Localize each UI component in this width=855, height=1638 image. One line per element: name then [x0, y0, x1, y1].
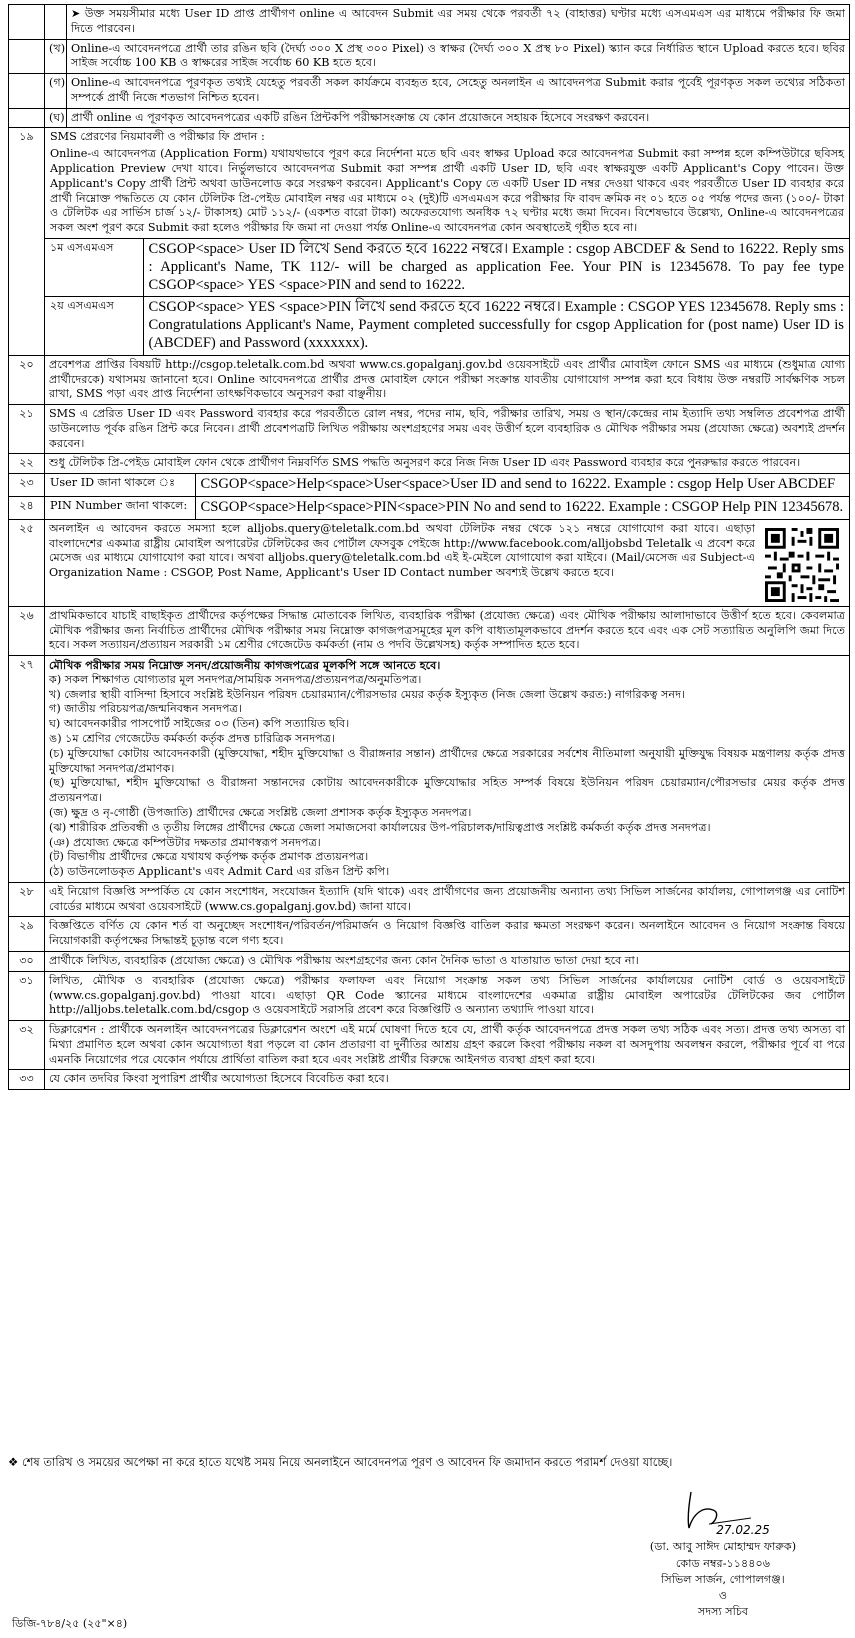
row-number: ২১ — [9, 405, 45, 454]
row-25 — [9, 519, 850, 606]
signatory-title: সিভিল সার্জন, গোপালগঞ্জ। — [661, 1572, 785, 1586]
list-item: ঙ) ১ম শ্রেণির গেজেটেড কর্মকর্তা কর্তৃক প্রদত্ত চারিত্রিক সনদপত্র। — [49, 732, 335, 746]
list-item: (ট) বিভাগীয় প্রার্থীদের ক্ষেত্রে যথাযথ কর্তৃপক্ষ কর্তৃক প্রমাণক প্রত্যয়নপত্র। — [49, 850, 369, 864]
row-29 — [9, 917, 850, 952]
row-24 — [9, 496, 850, 519]
row-text: শুধু টেলিটক প্রি-পেইড মোবাইল ফোন থেকে প্রার্থীগণ নিম্নবর্ণিত SMS পদ্ধতি অনুসরণ করে নিজ নিজ User ID এবং Password ব্যবহার করে পুনরুদ্ধার করতে পারবেন। — [45, 454, 850, 474]
signatory-role: সদস্য সচিব — [697, 1605, 749, 1619]
sms-body: Online-এ আবেদনপত্র (Application Form) যথাযথভাবে পূরণ করে নির্দেশনা মতে ছবি এবং স্বাক্ষর Upload করে আবেদনপত্র Submit করা সম্পন্ন হলে কম্পিউটারে ছবিসহ Application Preview দেখা যাবে। নির্ভুলভাবে আবেদনপত্র Submit করা সম্পন্ন প্রার্থী একটি User ID, ছবি এবং স্বাক্ষরযুক্ত একটি Applicant's Copy পাবেন। উক্ত Applicant's Copy প্রার্থী প্রিন্ট অথবা ডাউনলোড করে সংরক্ষণ করবেন। Applicant's Copy তে একটি User ID নম্বর দেওয়া থাকবে এবং পরবর্তীতে User ID ব্যবহার করে প্রার্থী নিম্নোক্ত পদ্ধতিতে যে কোন টেলিটক প্রি-পেইড মোবাইল নম্বর এর মাধ্যমে ০২ (দুই)টি এসএমএস করে পরীক্ষার ফি বাবদ ক্রমিক নং ০১ হতে ০৫ পর্যন্ত পদের জন্য (১০০/- টাকা ও টেলিটক এর সার্ভিস চার্জ ১২/- টাকাসহ) মোট ১১২/- (একশত বারো টাকা) অফেরতযোগ্য অনধিক ৭২ ঘণ্টার মধ্যে জমা দিবেন। বিশেষভাবে উল্লেখ্য, Online-এ আবেদনপত্রের সকল অংশ পূরণ করে Submit করা হলেও পরীক্ষার ফি জমা না দেওয়া পর্যন্ত Online-এ আবেদনপত্র কোন অবস্থাতেই গৃহীত হবে না। — [50, 147, 844, 235]
list-item: ঘ) আবেদনকারীর পাসপোর্ট সাইজের ০৩ (তিন) কপি সত্যায়িত ছবি। — [49, 717, 350, 731]
row-text: লিখিত, মৌখিক ও ব্যবহারিক (প্রযোজ্য ক্ষেত্রে) পরীক্ষার ফলাফল এবং নিয়োগ সংক্রান্ত সকল তথ্য সিভিল সার্জনের কার্যালয়ের নোটিশ বোর্ড ও ওয়েবসাইটে (www.cs.gopalganj.gov.bd) পাওয়া যাবে। এছাড়া QR Code স্ক্যানের মাধ্যমে বাংলাদেশের একমাত্র রাষ্ট্রীয় মোবাইল অপারেটর টেলিটকের জব পোর্টাল http://alljobs.teletalk.com.bd/csgop ও ওয়েবসাইটে সরাসরি প্রবেশ করে বিজ্ঞপ্তিটি ও অন্যান্য তথ্যাদি পাওয়া যাবে। — [45, 971, 850, 1020]
row-number: ২৭ — [9, 656, 45, 883]
row-number: ২৮ — [9, 882, 45, 917]
row-32 — [9, 1021, 850, 1070]
signature-block — [598, 1484, 848, 1621]
row-number: ৩৩ — [9, 1070, 45, 1090]
row-number: ২৯ — [9, 917, 45, 952]
gha-label: (ঘ) — [45, 108, 67, 128]
list-item: (ঝ) শারীরিক প্রতিবন্ধী ও তৃতীয় লিঙ্গের প্রার্থীদের ক্ষেত্রে জেলা সমাজসেবা কার্যালয়ের উপ-পরিচালক/দায়িত্বপ্রাপ্ত সংশ্লিষ্ট কর্মকর্তা কর্তৃক প্রদত্ত সনদপত্র। — [49, 820, 711, 834]
list-item: (ঠ) ডাউনলোডকৃত Applicant's এবং Admit Card এর রঙিন প্রিন্ট কপি। — [49, 865, 390, 879]
document-code: ডিজি-৭৮৪/২৫ (২৫"×৪) — [12, 1617, 128, 1630]
row-text: বিজ্ঞপ্তিতে বর্ণিত যে কোন শর্ত বা অনুচ্ছেদ সংশোধন/পরিবর্তন/পরিমার্জন ও নিয়োগ বিজ্ঞপ্তি বাতিল করার ক্ষমতা সংরক্ষণ করেন। অনলাইনে আবেদন ও নিয়োগ সংক্রান্ত বিষয়ে নিয়োগকারী কর্তৃপক্ষের সিদ্ধান্তই চূড়ান্ত বলে গণ্য হবে। — [45, 917, 850, 952]
row-26 — [9, 606, 850, 655]
gha-text: প্রার্থী online এ পূরণকৃত আবেদনপত্রের একটি রঙিন প্রিন্টকপি পরীক্ষাসংক্রান্ত যে কোন প্রয়োজনে সহায়ক হিসেবে সংরক্ষণ করবেন। — [67, 108, 850, 128]
sms2-text: CSGOP<space> YES <space>PIN লিখে send করতে হবে 16222 নম্বরে। Example : CSGOP YES 12345678. Reply sms : Congratulations Applicant's Name, Payment completed successfully for csgop Application for (post name) User ID is (ABCDEF) and Password (xxxxxxx). — [143, 297, 849, 355]
row-text: ডিক্লারেশন : প্রার্থীকে অনলাইন আবেদনপত্রের ডিক্লারেশন অংশে এই মর্মে ঘোষণা দিতে হবে যে, প্রার্থী কর্তৃক আবেদনপত্রে প্রদত্ত সকল তথ্য সঠিক এবং সত্য। প্রদত্ত তথ্য অসত্য বা মিথ্যা প্রমাণিত হলে অথবা কোন অযোগ্যতা ধরা পড়লে বা কোন প্রতারণা বা দুর্নীতির আশ্রয় গ্রহণ করলে কিংবা পরীক্ষায় নকল বা অসদুপায় অবলম্বন করলে, পরীক্ষার পূর্বে বা পরে এমনকি নিয়োগের পরে যেকোন পর্যায়ে প্রার্থিতা বাতিল করা হবে এবং সংশ্লিষ্ট প্রার্থীর বিরুদ্ধে আইনগত ব্যবস্থা গ্রহণ করা হবে। — [45, 1021, 850, 1070]
row-number: ২২ — [9, 454, 45, 474]
list-item: ক) সকল শিক্ষাগত যোগ্যতার মূল সনদপত্র/সাময়িক সনদপত্র/প্রত্যয়নপত্র/অনুমতিপত্র। — [49, 672, 422, 686]
list-item: (জ) ক্ষুদ্র ও নৃ-গোষ্ঠী (উপজাতি) প্রার্থীদের ক্ষেত্রে সংশ্লিষ্ট জেলা প্রশাসক কর্তৃক ইস্যুকৃত সনদপত্র। — [49, 805, 472, 819]
documents-list — [49, 673, 845, 880]
row-number: ২০ — [9, 355, 45, 404]
row-top-bullet — [9, 5, 850, 40]
row-number: ৩০ — [9, 951, 45, 971]
signatory-and: ও — [718, 1589, 728, 1603]
row-number: ২৩ — [9, 474, 45, 497]
row-text: যে কোন তদবির কিংবা সুপারিশ প্রার্থীর অযোগ্যতা হিসেবে বিবেচিত করা হবে। — [45, 1070, 850, 1090]
advisory-note: ❖ শেষ তারিখ ও সময়ের অপেক্ষা না করে হাতে যথেষ্ট সময় নিয়ে অনলাইনে আবেদনপত্র পূরণ ও আবেদন ফি জমাদান করতে পরামর্শ দেওয়া যাচ্ছে। — [8, 1455, 673, 1469]
row-text: অনলাইন এ আবেদন করতে সমস্যা হলে alljobs.query@teletalk.com.bd অথবা টেলিটক নম্বর থেকে ১২১ নম্বরে যোগাযোগ করা যাবে। এছাড়া বাংলাদেশের একমাত্র রাষ্ট্রীয় মোবাইল অপারেটর টেলিটকের জব পোর্টাল ফেসবুক পেইজে http://www.facebook.com/alljobsbd Teletalk এ প্রবেশ করে মেসেজ এর মাধ্যমে যোগাযোগ করা যাবে। অথবা alljobs.query@teletalk.com.bd এই ই-মেইলে যোগাযোগ করা যাইবে। (Mail/মেসেজ এর Subject-এ Organization Name : CSGOP, Post Name, Applicant's User ID Contact number অবশ্যই উল্লেখ করতে হবে। — [49, 521, 755, 580]
signature-date: 27.02.25 — [716, 1523, 770, 1537]
row-number: ১৯ — [9, 128, 45, 355]
recovery-label: User ID জানা থাকলে ঃ — [45, 474, 195, 496]
ga-text: Online-এ আবেদনপত্রে পূরণকৃত তথ্যই যেহেতু পরবর্তী সকল কার্যক্রমে ব্যবহৃত হবে, সেহেতু অনলাইন এ আবেদনপত্র Submit করার পূর্বেই পূরণকৃত সকল তথ্যের সঠিকতা সম্পর্কে প্রার্থী নিজে শতভাগ নিশ্চিত হবেন। — [67, 74, 850, 109]
bullet-text: ➤ উক্ত সময়সীমার মধ্যে User ID প্রাপ্ত প্রার্থীগণ online এ আবেদন Submit এর সময় থেকে পরবর্তী ৭২ (বাহাত্তর) ঘণ্টার মধ্যে এসএমএস এর মাধ্যমে পরীক্ষার ফি জমা দিতে পারবেন। — [67, 5, 850, 40]
ga-label: (গ) — [45, 74, 67, 109]
qr-code-icon — [765, 528, 839, 602]
row-text: প্রার্থীকে লিখিত, ব্যবহারিক (প্রযোজ্য ক্ষেত্রে) ও মৌখিক পরীক্ষায় অংশগ্রহণের জন্য কোন দৈনিক ভাতা ও যাতায়াত ভাতা দেয়া হবে না। — [45, 951, 850, 971]
row-kha — [9, 39, 850, 74]
sms2-label: ২য় এসএমএস — [45, 297, 143, 355]
row-number: ২৫ — [9, 519, 45, 606]
row-33 — [9, 1070, 850, 1090]
row-28 — [9, 882, 850, 917]
list-item: গ) জাতীয় পরিচয়পত্র/জন্মনিবন্ধন সনদপত্র। — [49, 702, 242, 716]
row-31 — [9, 971, 850, 1020]
sms-heading: SMS প্রেরণের নিয়মাবলী ও পরীক্ষার ফি প্রদান : — [50, 130, 265, 144]
kha-text: Online-এ আবেদনপত্রে প্রার্থী তার রঙিন ছবি (দৈর্ঘ্য ৩০০ X প্রস্থ ৩০০ Pixel) ও স্বাক্ষর (দৈর্ঘ্য ৩০০ X প্রস্থ ৮০ Pixel) স্ক্যান করে নির্ধারিত স্থানে Upload করতে হবে। ছবির সাইজ সর্বোচ্চ 100 KB ও স্বাক্ষরের সাইজ সর্বোচ্চ 60 KB হতে হবে। — [67, 39, 850, 74]
list-item: (চ) মুক্তিযোদ্ধা কোটায় আবেদনকারী (মুক্তিযোদ্ধা, শহীদ মুক্তিযোদ্ধা ও বীরাঙ্গনার সন্তান) প্রার্থীদের ক্ষেত্রে সরকারের সর্বশেষ নীতিমালা অনুযায়ী মুক্তিযুদ্ধ বিষয়ক মন্ত্রণালয় কর্তৃক প্রদত্ত মুক্তিযোদ্ধা সনদপত্র/প্রমাণক। — [49, 746, 845, 775]
row-27 — [9, 656, 850, 883]
list-item: খ) জেলার স্থায়ী বাসিন্দা হিসাবে সংশ্লিষ্ট ইউনিয়ন পরিষদ চেয়ারম্যান/পৌরসভার মেয়র কর্তৃক ইস্যুকৃত (নিজ জেলা উল্লেখ করত:) নাগরিকত্ব সনদ। — [49, 687, 685, 701]
sms1-label: ১ম এসএমএস — [45, 238, 143, 296]
row-number: ৩১ — [9, 971, 45, 1020]
row-text: SMS এ প্রেরিত User ID এবং Password ব্যবহার করে পরবর্তীতে রোল নম্বর, পদের নাম, ছবি, পরীক্ষার তারিখ, সময় ও স্থান/কেন্দ্রের নাম ইত্যাদি তথ্য সম্বলিত প্রবেশপত্র প্রার্থী ডাউনলোড পূর্বক রঙিন প্রিন্ট করে নিবেন। প্রার্থী প্রবেশপত্রটি লিখিত পরীক্ষায় অংশগ্রহণের সময় এবং উত্তীর্ণ হলে ব্যবহারিক ও মৌখিক পরীক্ষার সময় (প্রযোজ্য ক্ষেত্রে) অবশ্যই প্রদর্শন করবেন। — [45, 405, 850, 454]
kha-label: (খ) — [45, 39, 67, 74]
list-item: (ঞ) প্রযোজ্য ক্ষেত্রে কম্পিউটার দক্ষতার প্রমাণস্বরূপ সনদপত্র। — [49, 835, 321, 849]
row-number: ৩২ — [9, 1021, 45, 1070]
recovery-text: CSGOP<space>Help<space>User<space>User ID and send to 16222. Example : csgop Help User ABCDEF — [200, 476, 836, 493]
recovery-label: PIN Number জানা থাকলে: — [45, 497, 195, 519]
row-22 — [9, 454, 850, 474]
list-item: (ছ) মুক্তিযোদ্ধা, শহীদ মুক্তিযোদ্ধা ও বীরাঙ্গনা সন্তানদের কোটায় আবেদনকারীকে মুক্তিযোদ্ধার সহিত সম্পর্ক বিষয়ে ইউনিয়ন পরিষদ চেয়ারম্যান/পৌরসভার মেয়র কর্তৃক প্রদত্ত প্রত্যয়নপত্র। — [49, 776, 845, 805]
row-30 — [9, 951, 850, 971]
row-number: ২৬ — [9, 606, 45, 655]
row-text: প্রবেশপত্র প্রাপ্তির বিষয়টি http://csgop.teletalk.com.bd অথবা www.cs.gopalganj.gov.bd ওয়েবসাইটে এবং প্রার্থীর মোবাইল ফোনে SMS এর মাধ্যমে (শুধুমাত্র যোগ্য প্রার্থীদেরকে) যথাসময় জানানো হবে। Online আবেদনপত্রে প্রার্থীর প্রদত্ত মোবাইল ফোনে পরীক্ষা সংক্রান্ত যাবতীয় যোগাযোগ সম্পন্ন করা হবে বিধায় উক্ত নম্বরটি সার্বক্ষণিক সচল রাখা, SMS পড়া এবং প্রাপ্ত নির্দেশনা তাৎক্ষণিকভাবে অনুসরণ করা বাঞ্ছনীয়। — [45, 355, 850, 404]
row-20 — [9, 355, 850, 404]
row-gha — [9, 108, 850, 128]
row-21 — [9, 405, 850, 454]
recovery-text: CSGOP<space>Help<space>PIN<space>PIN No and send to 16222. Example : CSGOP Help PIN 12345678. — [200, 498, 844, 515]
row-text: এই নিয়োগ বিজ্ঞপ্তি সম্পর্কিত যে কোন সংশোধন, সংযোজন ইত্যাদি (যদি থাকে) এবং প্রার্থীগণের জন্য প্রয়োজনীয় অন্যান্য তথ্য সিভিল সার্জনের কার্যালয়, গোপালগঞ্জ এর নোটিশ বোর্ডের মাধ্যমে অথবা ওয়েবসাইটে (www.cs.gopalganj.gov.bd) জানা যাবে। — [45, 882, 850, 917]
sms-table — [45, 238, 849, 355]
row-23 — [9, 474, 850, 497]
signatory-code: কোড নম্বর-১১৪৪০৬ — [675, 1556, 771, 1570]
rules-table — [8, 4, 850, 1090]
sms1-text: CSGOP<space> User ID লিখে Send করতে হবে 16222 নম্বরে। Example : csgop ABCDEF & Send to 16222. Reply sms : Applicant's Name, TK 112/- will be charged as application Fee. Your PIN is 12345678. To pay fee type CSGOP<space> YES <space>PIN and send to 16222. — [143, 238, 849, 296]
row-ga — [9, 74, 850, 109]
row-number: ২৪ — [9, 496, 45, 519]
row-19 — [9, 128, 850, 355]
documents-heading: মৌখিক পরীক্ষার সময় নিম্নোক্ত সনদ/প্রয়োজনীয় কাগজপত্রের মূলকপি সঙ্গে আনতে হবে। — [49, 658, 441, 673]
signatory-name: (ডা. আবু সাঈদ মোহাম্মদ ফারুক) — [649, 1540, 797, 1554]
row-text: প্রাথমিকভাবে যাচাই বাছাইকৃত প্রার্থীদের কর্তৃপক্ষের সিদ্ধান্ত মোতাবেক লিখিত, ব্যবহারিক পরীক্ষা (প্রযোজ্য ক্ষেত্রে) এবং মৌখিক পরীক্ষায় আলাদাভাবে উত্তীর্ণ হতে হবে। কেবলমাত্র মৌখিক পরীক্ষার জন্য নির্বাচিত প্রার্থীদের মৌখিক পরীক্ষার সময় নিম্নোক্ত কাগজপত্রসমূহের মূল কপি বাধ্যতামূলকভাবে প্রদর্শন করতে হবে এবং এক সেট সত্যায়িত অনুলিপি জমা দিতে হবে। সকল সত্যায়ন/প্রত্যায়ন সরকারী ১ম শ্রেণীর গেজেটেড কর্মকর্তা (নাম ও পদবি উল্লেখসহ) কর্তৃক সম্পাদিত হতে হবে। — [45, 606, 850, 655]
